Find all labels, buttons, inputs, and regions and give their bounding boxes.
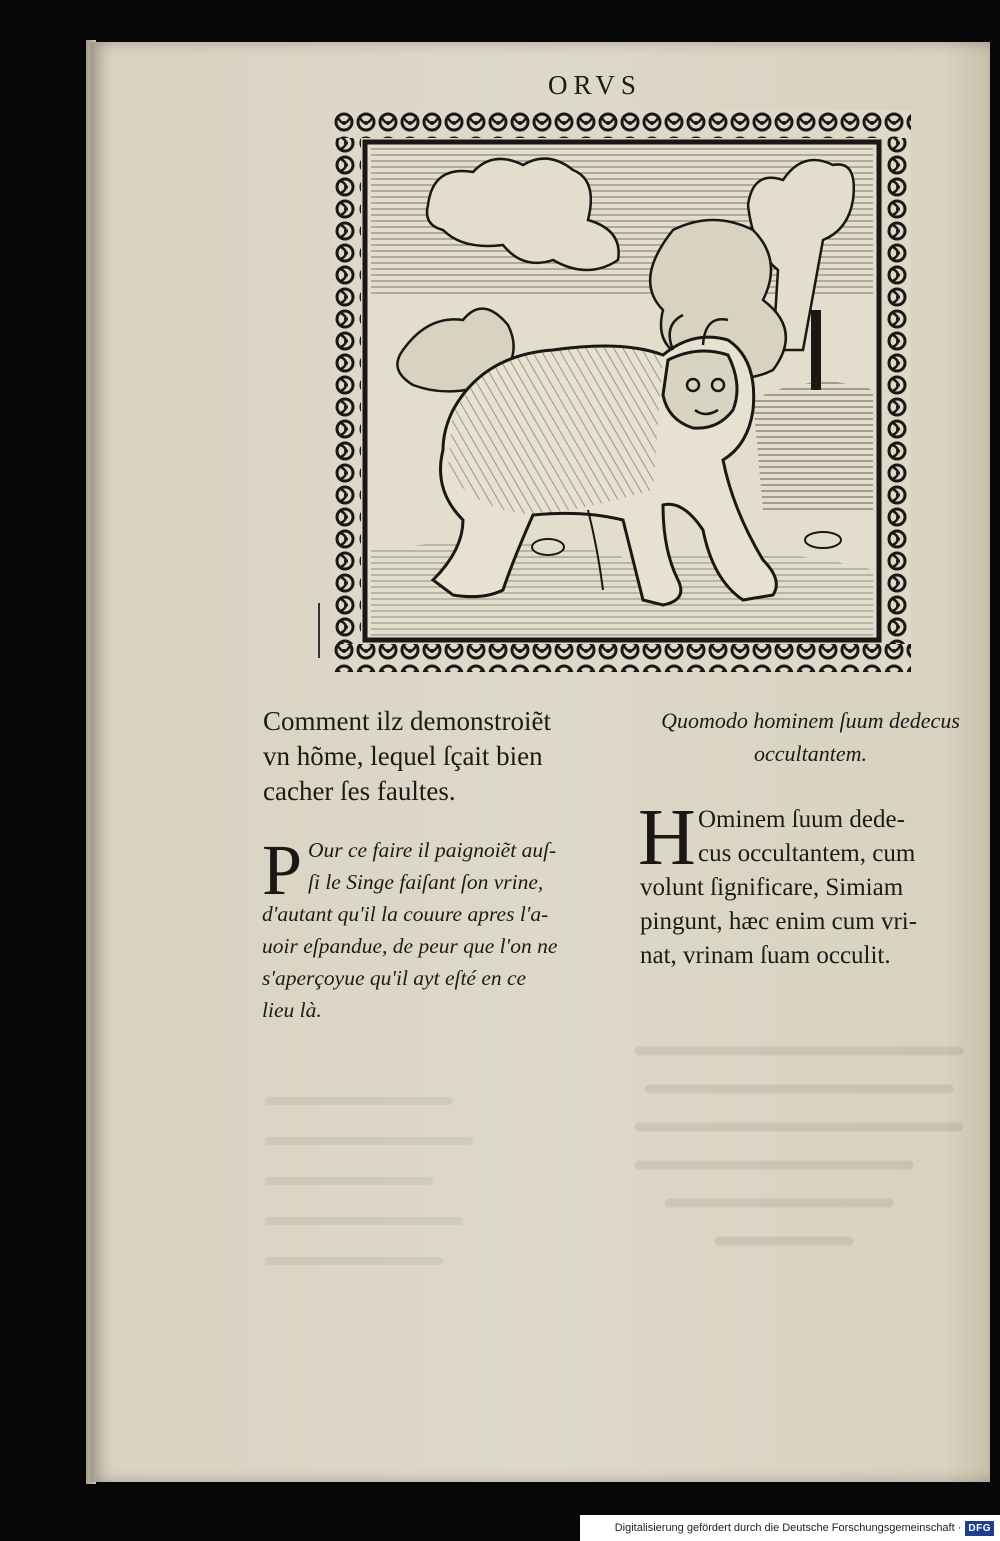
french-drop-cap: P <box>262 830 303 910</box>
digitization-footer <box>580 1515 1000 1541</box>
bleed-lines-icon <box>629 1031 969 1271</box>
french-body-line-5: s'aperçoyue qu'il ayt eſté en ce <box>262 966 527 990</box>
bleed-through-texture <box>640 1000 980 1240</box>
latin-body-line-4: pingunt, hæc enim cum vri- <box>640 908 918 935</box>
running-title: ORVS <box>548 70 642 100</box>
latin-heading-line-2: occultantem. <box>753 741 868 766</box>
latin-heading <box>633 704 988 770</box>
french-heading-line-1: Comment ilz demonstroiẽt <box>263 706 551 736</box>
bleed-lines-icon-2 <box>259 1081 609 1281</box>
french-heading-line-3: cacher ſes faultes. <box>263 776 456 806</box>
french-body-line-6: lieu là. <box>262 998 322 1022</box>
french-body-line-2: ſi le Singe faiſant ſon vrine, <box>308 870 544 894</box>
latin-body-line-2: cus occultantem, cum <box>698 840 916 867</box>
latin-body-text <box>638 794 990 973</box>
dfg-logo: DFG <box>965 1521 994 1536</box>
french-heading-line-2: vn hõme, lequel ſçait bien <box>263 741 543 771</box>
french-heading <box>263 704 623 809</box>
footer-text: Digitalisierung gefördert durch die Deutsche Forschungsgemeinschaft · <box>614 1522 962 1534</box>
french-body-text <box>262 830 622 1026</box>
french-body-line-3: d'autant qu'il la couure apres l'a- <box>262 902 549 926</box>
latin-drop-cap: H <box>638 794 696 882</box>
french-body-line-1: Our ce faire il paignoiẽt auſ- <box>308 838 557 862</box>
bleed-through-texture-2 <box>270 1050 620 1250</box>
margin-rule <box>318 603 320 658</box>
latin-body-line-5: nat, vrinam ſuam occulit. <box>640 942 891 969</box>
monkey-woodcut-illustration <box>333 110 911 672</box>
latin-body-line-1: Ominem ſuum dede- <box>698 806 905 833</box>
french-body-line-4: uoir eſpandue, de peur que l'on ne <box>262 934 558 958</box>
latin-body-line-3: volunt ſignificare, Simiam <box>640 874 904 901</box>
latin-heading-line-1: Quomodo hominem ſuum dedecus <box>661 708 960 733</box>
